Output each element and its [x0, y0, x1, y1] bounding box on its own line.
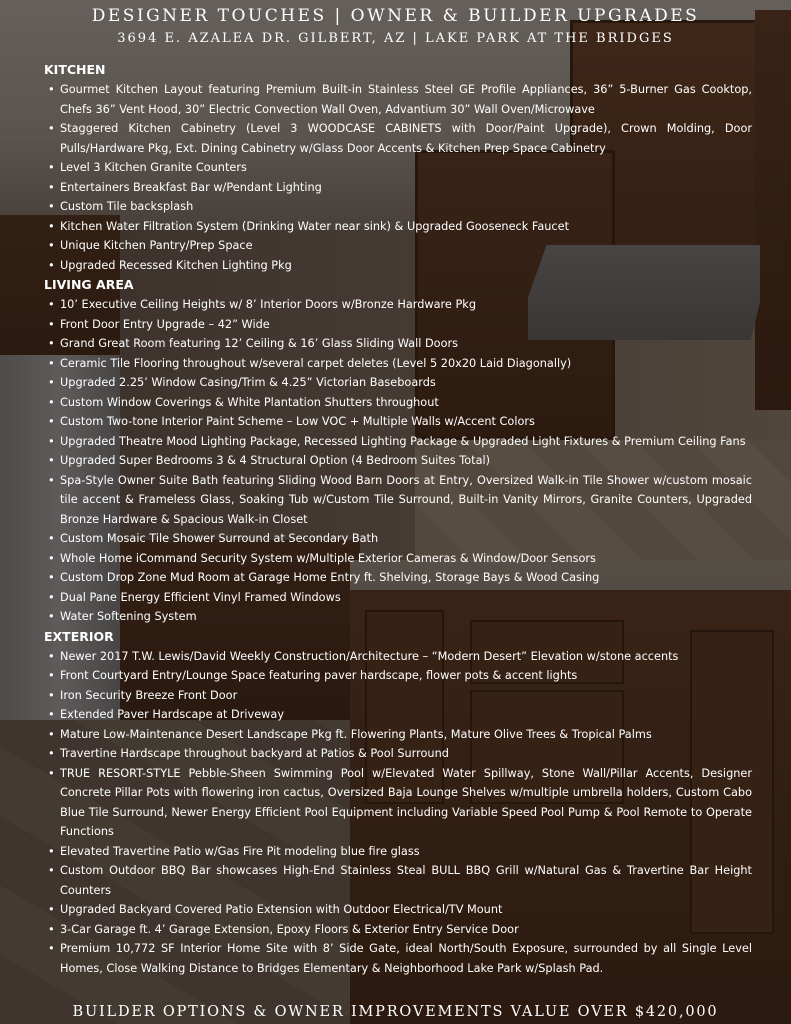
section-title-kitchen: KITCHEN: [44, 62, 106, 77]
section-kitchen: [38, 60, 752, 275]
list-item: • Custom Mosaic Tile Shower Surround at Secondary Bath: [38, 529, 752, 549]
list-item: • Elevated Travertine Patio w/Gas Fire Pit modeling blue fire glass: [38, 842, 752, 862]
list-item: • Custom Two-tone Interior Paint Scheme – Low VOC + Multiple Walls w/Accent Colors: [38, 412, 752, 432]
list-item: • Newer 2017 T.W. Lewis/David Weekly Construction/Architecture – “Modern Desert” Elevation w/stone accents: [38, 647, 752, 667]
list-item: • Unique Kitchen Pantry/Prep Space: [38, 236, 752, 256]
list-item: • Upgraded Recessed Kitchen Lighting Pkg: [38, 256, 752, 276]
value-footer: BUILDER OPTIONS & OWNER IMPROVEMENTS VALUE OVER $420,000: [72, 1004, 719, 1020]
list-item: • Travertine Hardscape throughout backyard at Patios & Pool Surround: [38, 744, 752, 764]
list-item: • Grand Great Room featuring 12’ Ceiling & 16’ Glass Sliding Wall Doors: [38, 334, 752, 354]
section-living-area: [38, 275, 752, 627]
section-title-living-area: LIVING AREA: [44, 277, 134, 292]
list-item: • Upgraded Super Bedrooms 3 & 4 Structural Option (4 Bedroom Suites Total): [38, 451, 752, 471]
list-item: • Custom Tile backsplash: [38, 197, 752, 217]
list-item: • Iron Security Breeze Front Door: [38, 686, 752, 706]
list-item: • Spa-Style Owner Suite Bath featuring Sliding Wood Barn Doors at Entry, Oversized Walk-in Tile Shower w/custom mosaic tile accent & Frameless Glass, Soaking Tub w/Custom Tile Surround, Built-in Vanity Mirrors, Granite Counters, Upgraded Bronze Hardware & Spacious Walk-in Closet: [38, 471, 752, 530]
list-item: • Premium 10,772 SF Interior Home Site with 8’ Side Gate, ideal North/South Exposure, surrounded by all Single Level Homes, Close Walking Distance to Bridges Elementary & Neighborhood Lake Park w/Splash Pad.: [38, 939, 752, 978]
list-item: • Mature Low-Maintenance Desert Landscape Pkg ft. Flowering Plants, Mature Olive Trees & Tropical Palms: [38, 725, 752, 745]
list-item: • Entertainers Breakfast Bar w/Pendant Lighting: [38, 178, 752, 198]
list-item: • Upgraded Backyard Covered Patio Extension with Outdoor Electrical/TV Mount: [38, 900, 752, 920]
list-item: • 10’ Executive Ceiling Heights w/ 8’ Interior Doors w/Bronze Hardware Pkg: [38, 295, 752, 315]
list-item: • Upgraded Theatre Mood Lighting Package, Recessed Lighting Package & Upgraded Light Fixtures & Premium Ceiling Fans: [38, 432, 752, 452]
page-title: DESIGNER TOUCHES | OWNER & BUILDER UPGRADES: [91, 6, 700, 26]
list-item: • Kitchen Water Filtration System (Drinking Water near sink) & Upgraded Gooseneck Faucet: [38, 217, 752, 237]
list-item: • Upgraded 2.25’ Window Casing/Trim & 4.25” Victorian Baseboards: [38, 373, 752, 393]
section-exterior: [38, 627, 752, 979]
property-address: 3694 E. AZALEA DR. GILBERT, AZ | LAKE PARK AT THE BRIDGES: [117, 31, 674, 46]
list-item: • Staggered Kitchen Cabinetry (Level 3 WOODCASE CABINETS with Door/Paint Upgrade), Crown Molding, Door Pulls/Hardware Pkg, Ext. Dining Cabinetry w/Glass Door Accents & Kitchen Prep Space Cabinetry: [38, 119, 752, 158]
list-item: • Ceramic Tile Flooring throughout w/several carpet deletes (Level 5 20x20 Laid Diagonally): [38, 354, 752, 374]
list-item: • Front Courtyard Entry/Lounge Space featuring paver hardscape, flower pots & accent lights: [38, 666, 752, 686]
list-item: • TRUE RESORT-STYLE Pebble-Sheen Swimming Pool w/Elevated Water Spillway, Stone Wall/Pillar Accents, Designer Concrete Pillar Pots with flowering iron cactus, Oversized Baja Lounge Shelves w/multiple umbrella holders, Custom Cabo Blue Tile Surround, Newer Energy Efficient Pool Equipment including Variable Speed Pool Pump & Pool Remote to Operate Functions: [38, 764, 752, 842]
list-item: • Front Door Entry Upgrade – 42” Wide: [38, 315, 752, 335]
list-item: • Dual Pane Energy Efficient Vinyl Framed Windows: [38, 588, 752, 608]
list-item: • Extended Paver Hardscape at Driveway: [38, 705, 752, 725]
upgrade-list: [38, 60, 752, 978]
list-item: • Custom Window Coverings & White Plantation Shutters throughout: [38, 393, 752, 413]
list-item: • Water Softening System: [38, 607, 752, 627]
list-item: • 3-Car Garage ft. 4’ Garage Extension, Epoxy Floors & Exterior Entry Service Door: [38, 920, 752, 940]
list-item: • Whole Home iCommand Security System w/Multiple Exterior Cameras & Window/Door Sensors: [38, 549, 752, 569]
list-item: • Gourmet Kitchen Layout featuring Premium Built-in Stainless Steel GE Profile Appliances, 36” 5-Burner Gas Cooktop, Chefs 36” Vent Hood, 30” Electric Convection Wall Oven, Advantium 30” Wall Oven/Microwave: [38, 80, 752, 119]
list-item: • Custom Drop Zone Mud Room at Garage Home Entry ft. Shelving, Storage Bays & Wood Casing: [38, 568, 752, 588]
list-item: • Custom Outdoor BBQ Bar showcases High-End Stainless Steal BULL BBQ Grill w/Natural Gas & Travertine Bar Height Counters: [38, 861, 752, 900]
section-title-exterior: EXTERIOR: [44, 628, 114, 644]
list-item: • Level 3 Kitchen Granite Counters: [38, 158, 752, 178]
